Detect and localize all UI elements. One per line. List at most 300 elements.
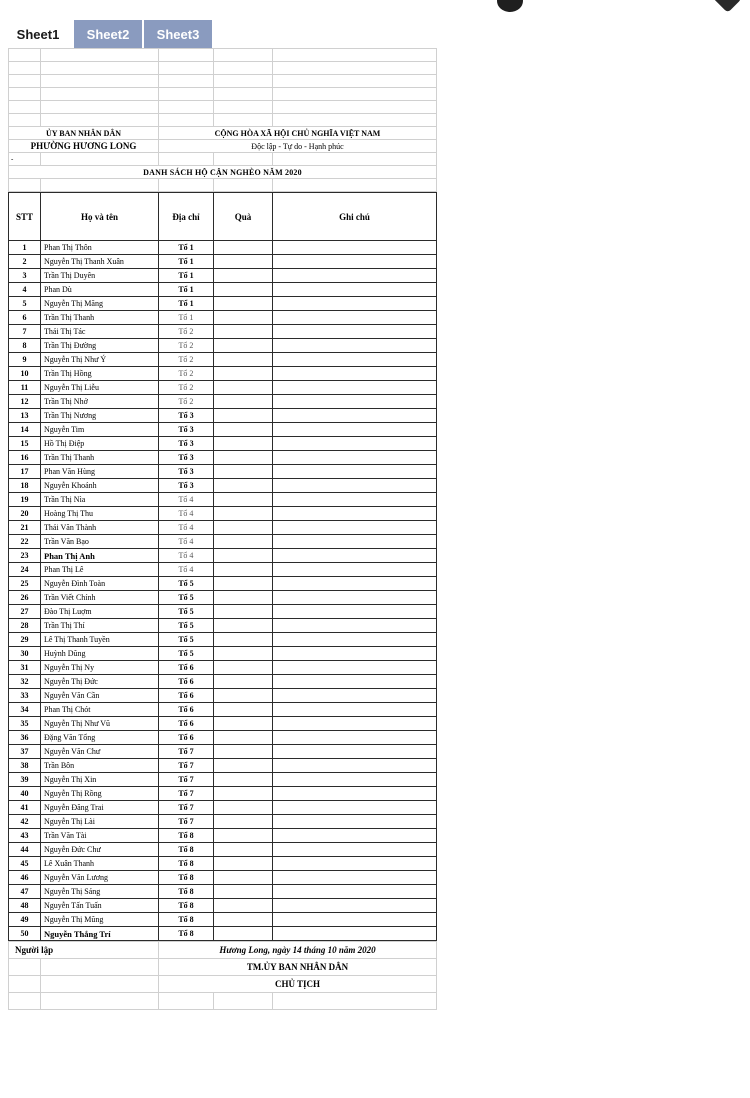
cell-stt[interactable]: 9 bbox=[9, 353, 41, 367]
cell-name[interactable]: Nguyễn Thị Măng bbox=[41, 297, 159, 311]
cell-address[interactable]: Tổ 4 bbox=[159, 521, 214, 535]
grid-row[interactable] bbox=[9, 101, 437, 114]
cell-address[interactable]: Tổ 2 bbox=[159, 353, 214, 367]
table-row[interactable] bbox=[9, 521, 437, 535]
cell-stt[interactable]: 14 bbox=[9, 423, 41, 437]
cell-stt[interactable]: 10 bbox=[9, 367, 41, 381]
cell-name[interactable]: Nguyễn Đức Chư bbox=[41, 843, 159, 857]
cell-gift[interactable] bbox=[214, 689, 273, 703]
cell-note[interactable] bbox=[273, 605, 437, 619]
cell-address[interactable]: Tổ 2 bbox=[159, 339, 214, 353]
table-row[interactable] bbox=[9, 381, 437, 395]
cell-stt[interactable]: 44 bbox=[9, 843, 41, 857]
table-row[interactable] bbox=[9, 647, 437, 661]
cell-name[interactable]: Huỳnh Dũng bbox=[41, 647, 159, 661]
grid-cell[interactable] bbox=[159, 49, 214, 62]
cell-note[interactable] bbox=[273, 675, 437, 689]
table-row[interactable] bbox=[9, 535, 437, 549]
cell-gift[interactable] bbox=[214, 577, 273, 591]
cell-note[interactable] bbox=[273, 297, 437, 311]
cell-name[interactable]: Đặng Văn Tổng bbox=[41, 731, 159, 745]
grid-cell[interactable] bbox=[41, 959, 159, 976]
sheet-tab-3[interactable] bbox=[144, 20, 212, 48]
cell-gift[interactable] bbox=[214, 311, 273, 325]
cell-note[interactable] bbox=[273, 409, 437, 423]
table-row[interactable] bbox=[9, 409, 437, 423]
table-row[interactable] bbox=[9, 311, 437, 325]
cell-note[interactable] bbox=[273, 899, 437, 913]
cell-gift[interactable] bbox=[214, 927, 273, 941]
cell-stt[interactable]: 22 bbox=[9, 535, 41, 549]
cell-gift[interactable] bbox=[214, 297, 273, 311]
cell-address[interactable]: Tổ 7 bbox=[159, 787, 214, 801]
footer-row-3[interactable] bbox=[9, 976, 437, 993]
cell-stt[interactable]: 15 bbox=[9, 437, 41, 451]
cell-gift[interactable] bbox=[214, 367, 273, 381]
cell-stt[interactable]: 11 bbox=[9, 381, 41, 395]
cell-note[interactable] bbox=[273, 283, 437, 297]
cell-stt[interactable]: 40 bbox=[9, 787, 41, 801]
cell-name[interactable]: Nguyễn Thị Như Vũ bbox=[41, 717, 159, 731]
cell-address[interactable]: Tổ 4 bbox=[159, 507, 214, 521]
cell-note[interactable] bbox=[273, 703, 437, 717]
grid-cell[interactable] bbox=[273, 114, 437, 127]
cell-address[interactable]: Tổ 8 bbox=[159, 829, 214, 843]
grid-cell[interactable] bbox=[9, 62, 41, 75]
cell-stt[interactable]: 1 bbox=[9, 241, 41, 255]
cell-name[interactable]: Phan Thị Anh bbox=[41, 549, 159, 563]
cell-gift[interactable] bbox=[214, 255, 273, 269]
cell-gift[interactable] bbox=[214, 241, 273, 255]
table-row[interactable] bbox=[9, 367, 437, 381]
sheet-tab-2[interactable] bbox=[74, 20, 142, 48]
table-row[interactable] bbox=[9, 815, 437, 829]
cell-gift[interactable] bbox=[214, 871, 273, 885]
cell-gift[interactable] bbox=[214, 451, 273, 465]
cell-gift[interactable] bbox=[214, 493, 273, 507]
table-row[interactable] bbox=[9, 619, 437, 633]
cell-stt[interactable]: 2 bbox=[9, 255, 41, 269]
cell-note[interactable] bbox=[273, 325, 437, 339]
grid-cell[interactable] bbox=[214, 101, 273, 114]
cell-gift[interactable] bbox=[214, 535, 273, 549]
grid-cell[interactable] bbox=[159, 114, 214, 127]
cell-address[interactable]: Tổ 5 bbox=[159, 591, 214, 605]
grid-cell[interactable] bbox=[41, 153, 159, 166]
cell-gift[interactable] bbox=[214, 437, 273, 451]
grid-cell[interactable] bbox=[273, 101, 437, 114]
cell-note[interactable] bbox=[273, 563, 437, 577]
cell-note[interactable] bbox=[273, 745, 437, 759]
grid-cell[interactable] bbox=[159, 993, 214, 1010]
cell-name[interactable]: Trần Thị Đường bbox=[41, 339, 159, 353]
cell-name[interactable]: Nguyễn Thị Sáng bbox=[41, 885, 159, 899]
table-row[interactable] bbox=[9, 591, 437, 605]
cell-gift[interactable] bbox=[214, 885, 273, 899]
cell-address[interactable]: Tổ 6 bbox=[159, 731, 214, 745]
grid-cell[interactable] bbox=[41, 114, 159, 127]
cell-address[interactable]: Tổ 1 bbox=[159, 297, 214, 311]
cell-stt[interactable]: 6 bbox=[9, 311, 41, 325]
cell-address[interactable]: Tổ 5 bbox=[159, 605, 214, 619]
table-row[interactable] bbox=[9, 605, 437, 619]
cell-name[interactable]: Lê Thị Thanh Tuyền bbox=[41, 633, 159, 647]
cell-stt[interactable]: 39 bbox=[9, 773, 41, 787]
cell-note[interactable] bbox=[273, 759, 437, 773]
cell-note[interactable] bbox=[273, 395, 437, 409]
cell-name[interactable]: Trần Thị Thí bbox=[41, 619, 159, 633]
cell-gift[interactable] bbox=[214, 857, 273, 871]
cell-name[interactable]: Phan Thị Lê bbox=[41, 563, 159, 577]
cell-gift[interactable] bbox=[214, 619, 273, 633]
cell-gift[interactable] bbox=[214, 843, 273, 857]
cell-name[interactable]: Nguyễn Thị Thanh Xuân bbox=[41, 255, 159, 269]
cell-name[interactable]: Thái Thị Tác bbox=[41, 325, 159, 339]
cell-note[interactable] bbox=[273, 353, 437, 367]
cell-stt[interactable]: 35 bbox=[9, 717, 41, 731]
sheet-tab-1[interactable] bbox=[4, 20, 72, 48]
cell-gift[interactable] bbox=[214, 647, 273, 661]
grid-cell[interactable] bbox=[41, 75, 159, 88]
cell-stt[interactable]: 20 bbox=[9, 507, 41, 521]
cell-stt[interactable]: 49 bbox=[9, 913, 41, 927]
footer-row-4[interactable] bbox=[9, 993, 437, 1010]
cell-address[interactable]: Tổ 7 bbox=[159, 745, 214, 759]
cell-address[interactable]: Tổ 7 bbox=[159, 801, 214, 815]
cell-stt[interactable]: 18 bbox=[9, 479, 41, 493]
cell-address[interactable]: Tổ 8 bbox=[159, 885, 214, 899]
cell-gift[interactable] bbox=[214, 913, 273, 927]
table-row[interactable] bbox=[9, 773, 437, 787]
cell-address[interactable]: Tổ 4 bbox=[159, 535, 214, 549]
cell-gift[interactable] bbox=[214, 423, 273, 437]
cell-note[interactable] bbox=[273, 633, 437, 647]
cell-stt[interactable]: 46 bbox=[9, 871, 41, 885]
cell-stt[interactable]: 32 bbox=[9, 675, 41, 689]
cell-stt[interactable]: 42 bbox=[9, 815, 41, 829]
cell-name[interactable]: Trần Thị Thanh bbox=[41, 311, 159, 325]
grid-cell[interactable] bbox=[9, 88, 41, 101]
cell-address[interactable]: Tổ 1 bbox=[159, 283, 214, 297]
cell-gift[interactable] bbox=[214, 563, 273, 577]
grid-cell[interactable] bbox=[214, 49, 273, 62]
cell-note[interactable] bbox=[273, 717, 437, 731]
cell-stt[interactable]: 48 bbox=[9, 899, 41, 913]
grid-cell[interactable] bbox=[159, 153, 214, 166]
grid-cell[interactable] bbox=[214, 75, 273, 88]
cell-note[interactable] bbox=[273, 465, 437, 479]
cell-gift[interactable] bbox=[214, 409, 273, 423]
cell-note[interactable] bbox=[273, 591, 437, 605]
grid-cell[interactable] bbox=[159, 62, 214, 75]
cell-name[interactable]: Nguyễn Thị Như Ý bbox=[41, 353, 159, 367]
cell-address[interactable]: Tổ 7 bbox=[159, 773, 214, 787]
grid-cell[interactable] bbox=[273, 75, 437, 88]
cell-name[interactable]: Nguyễn Thị Mũng bbox=[41, 913, 159, 927]
cell-gift[interactable] bbox=[214, 717, 273, 731]
grid-cell[interactable] bbox=[214, 114, 273, 127]
cell-note[interactable] bbox=[273, 843, 437, 857]
cell-stt[interactable]: 29 bbox=[9, 633, 41, 647]
cell-name[interactable]: Phan Thị Chót bbox=[41, 703, 159, 717]
cell-note[interactable] bbox=[273, 549, 437, 563]
cell-note[interactable] bbox=[273, 521, 437, 535]
grid-cell[interactable] bbox=[9, 959, 41, 976]
grid-row[interactable] bbox=[9, 179, 437, 192]
grid-cell[interactable] bbox=[9, 49, 41, 62]
cell-name[interactable]: Phan Thị Thôn bbox=[41, 241, 159, 255]
cell-name[interactable]: Nguyễn Thị Lài bbox=[41, 815, 159, 829]
grid-cell[interactable] bbox=[214, 153, 273, 166]
cell-name[interactable]: Trần Thị Nhở bbox=[41, 395, 159, 409]
cell-note[interactable] bbox=[273, 801, 437, 815]
cell-name[interactable]: Nguyễn Thị Ny bbox=[41, 661, 159, 675]
cell-address[interactable]: Tổ 3 bbox=[159, 465, 214, 479]
cell-gift[interactable] bbox=[214, 731, 273, 745]
cell-note[interactable] bbox=[273, 689, 437, 703]
grid-cell[interactable] bbox=[273, 62, 437, 75]
grid-cell[interactable] bbox=[9, 75, 41, 88]
grid-cell[interactable] bbox=[273, 49, 437, 62]
cell-stt[interactable]: 30 bbox=[9, 647, 41, 661]
cell-address[interactable]: Tổ 5 bbox=[159, 633, 214, 647]
cell-note[interactable] bbox=[273, 787, 437, 801]
cell-note[interactable] bbox=[273, 311, 437, 325]
cell-gift[interactable] bbox=[214, 773, 273, 787]
cell-name[interactable]: Trần Thị Nương bbox=[41, 409, 159, 423]
cell-name[interactable]: Trần Thị Duyên bbox=[41, 269, 159, 283]
table-row[interactable] bbox=[9, 549, 437, 563]
table-row[interactable] bbox=[9, 829, 437, 843]
cell-stt[interactable]: 37 bbox=[9, 745, 41, 759]
table-row[interactable] bbox=[9, 661, 437, 675]
cell-name[interactable]: Thái Văn Thành bbox=[41, 521, 159, 535]
grid-cell[interactable] bbox=[9, 976, 41, 993]
cell-name[interactable]: Trần Thị Hồng bbox=[41, 367, 159, 381]
table-row[interactable] bbox=[9, 633, 437, 647]
cell-stt[interactable]: 16 bbox=[9, 451, 41, 465]
cell-address[interactable]: Tổ 1 bbox=[159, 269, 214, 283]
table-row[interactable] bbox=[9, 689, 437, 703]
cell-gift[interactable] bbox=[214, 633, 273, 647]
grid-cell[interactable] bbox=[9, 114, 41, 127]
cell-note[interactable] bbox=[273, 339, 437, 353]
cell-gift[interactable] bbox=[214, 759, 273, 773]
table-row[interactable] bbox=[9, 927, 437, 941]
cell-address[interactable]: Tổ 8 bbox=[159, 871, 214, 885]
cell-stt[interactable]: 31 bbox=[9, 661, 41, 675]
cell-note[interactable] bbox=[273, 479, 437, 493]
cell-note[interactable] bbox=[273, 857, 437, 871]
table-row[interactable] bbox=[9, 339, 437, 353]
table-row[interactable] bbox=[9, 493, 437, 507]
table-row[interactable] bbox=[9, 801, 437, 815]
cell-name[interactable]: Lê Xuân Thanh bbox=[41, 857, 159, 871]
cell-address[interactable]: Tổ 5 bbox=[159, 619, 214, 633]
cell-name[interactable]: Trần Bôn bbox=[41, 759, 159, 773]
grid-cell[interactable] bbox=[41, 976, 159, 993]
grid-cell[interactable] bbox=[41, 101, 159, 114]
table-row[interactable] bbox=[9, 395, 437, 409]
cell-stt[interactable]: 26 bbox=[9, 591, 41, 605]
cell-stt[interactable]: 7 bbox=[9, 325, 41, 339]
cell-address[interactable]: Tổ 1 bbox=[159, 255, 214, 269]
cell-name[interactable]: Nguyễn Thị Liễu bbox=[41, 381, 159, 395]
table-row[interactable] bbox=[9, 717, 437, 731]
cell-name[interactable]: Trần Thị Nìa bbox=[41, 493, 159, 507]
cell-address[interactable]: Tổ 3 bbox=[159, 479, 214, 493]
cell-gift[interactable] bbox=[214, 703, 273, 717]
cell-name[interactable]: Phan Văn Hùng bbox=[41, 465, 159, 479]
cell-note[interactable] bbox=[273, 913, 437, 927]
cell-address[interactable]: Tổ 4 bbox=[159, 563, 214, 577]
grid-cell[interactable] bbox=[214, 88, 273, 101]
cell-address[interactable]: Tổ 8 bbox=[159, 913, 214, 927]
cell-address[interactable]: Tổ 5 bbox=[159, 577, 214, 591]
cell-name[interactable]: Nguyễn Tấn Tuấn bbox=[41, 899, 159, 913]
cell-stt[interactable]: 34 bbox=[9, 703, 41, 717]
grid-cell[interactable] bbox=[159, 75, 214, 88]
cell-gift[interactable] bbox=[214, 507, 273, 521]
table-row[interactable] bbox=[9, 437, 437, 451]
table-row[interactable] bbox=[9, 241, 437, 255]
cell-address[interactable]: Tổ 8 bbox=[159, 899, 214, 913]
cell-address[interactable]: Tổ 1 bbox=[159, 311, 214, 325]
cell-note[interactable] bbox=[273, 731, 437, 745]
cell-note[interactable] bbox=[273, 423, 437, 437]
grid-cell[interactable] bbox=[214, 179, 273, 192]
grid-cell[interactable] bbox=[273, 179, 437, 192]
cell-address[interactable]: Tổ 6 bbox=[159, 661, 214, 675]
table-row[interactable] bbox=[9, 759, 437, 773]
grid-row[interactable] bbox=[9, 62, 437, 75]
cell-stt[interactable]: 4 bbox=[9, 283, 41, 297]
cell-address[interactable]: Tổ 8 bbox=[159, 927, 214, 941]
table-row[interactable] bbox=[9, 325, 437, 339]
table-row[interactable] bbox=[9, 787, 437, 801]
table-row[interactable] bbox=[9, 451, 437, 465]
cell-note[interactable] bbox=[273, 829, 437, 843]
cell-name[interactable]: Nguyễn Đình Toàn bbox=[41, 577, 159, 591]
cell-address[interactable]: Tổ 8 bbox=[159, 843, 214, 857]
table-row[interactable] bbox=[9, 479, 437, 493]
grid-cell[interactable] bbox=[41, 88, 159, 101]
table-row[interactable] bbox=[9, 885, 437, 899]
cell-stt[interactable]: 12 bbox=[9, 395, 41, 409]
cell-name[interactable]: Nguyễn Văn Lương bbox=[41, 871, 159, 885]
cell-name[interactable]: Nguyễn Thị Xin bbox=[41, 773, 159, 787]
cell-name[interactable]: Hoàng Thị Thu bbox=[41, 507, 159, 521]
cell-address[interactable]: Tổ 2 bbox=[159, 395, 214, 409]
cell-gift[interactable] bbox=[214, 661, 273, 675]
cell-note[interactable] bbox=[273, 815, 437, 829]
cell-name[interactable]: Nguyễn Văn Cần bbox=[41, 689, 159, 703]
cell-stt[interactable]: 45 bbox=[9, 857, 41, 871]
grid-cell[interactable] bbox=[9, 993, 41, 1010]
table-row[interactable] bbox=[9, 857, 437, 871]
grid-cell[interactable] bbox=[273, 993, 437, 1010]
cell-name[interactable]: Nguyễn Văn Chư bbox=[41, 745, 159, 759]
cell-note[interactable] bbox=[273, 451, 437, 465]
cell-note[interactable] bbox=[273, 507, 437, 521]
cell-stt[interactable]: 25 bbox=[9, 577, 41, 591]
cell-address[interactable]: Tổ 7 bbox=[159, 815, 214, 829]
cell-gift[interactable] bbox=[214, 787, 273, 801]
cell-stt[interactable]: 17 bbox=[9, 465, 41, 479]
cell-gift[interactable] bbox=[214, 801, 273, 815]
grid-cell[interactable] bbox=[159, 179, 214, 192]
grid-cell[interactable] bbox=[41, 62, 159, 75]
table-row[interactable] bbox=[9, 745, 437, 759]
grid-cell[interactable] bbox=[214, 993, 273, 1010]
letterhead-row-2[interactable] bbox=[9, 140, 437, 153]
cell-gift[interactable] bbox=[214, 899, 273, 913]
cell-note[interactable] bbox=[273, 927, 437, 941]
cell-stt[interactable]: 23 bbox=[9, 549, 41, 563]
cell-gift[interactable] bbox=[214, 269, 273, 283]
table-row[interactable] bbox=[9, 577, 437, 591]
grid-cell[interactable] bbox=[273, 153, 437, 166]
grid-cell[interactable] bbox=[41, 49, 159, 62]
cell-note[interactable] bbox=[273, 381, 437, 395]
grid-cell[interactable] bbox=[9, 179, 41, 192]
cell-stt[interactable]: 47 bbox=[9, 885, 41, 899]
table-row[interactable] bbox=[9, 465, 437, 479]
table-row[interactable] bbox=[9, 913, 437, 927]
grid-row[interactable] bbox=[9, 88, 437, 101]
cell-note[interactable] bbox=[273, 773, 437, 787]
cell-stt[interactable]: 27 bbox=[9, 605, 41, 619]
cell-name[interactable]: Phan Dù bbox=[41, 283, 159, 297]
grid-cell[interactable] bbox=[214, 62, 273, 75]
cell-name[interactable]: Nguyễn Thị Rồng bbox=[41, 787, 159, 801]
table-row[interactable] bbox=[9, 353, 437, 367]
cell-gift[interactable] bbox=[214, 395, 273, 409]
cell-gift[interactable] bbox=[214, 675, 273, 689]
cell-note[interactable] bbox=[273, 493, 437, 507]
cell-gift[interactable] bbox=[214, 325, 273, 339]
cell-name[interactable]: Đào Thị Luợm bbox=[41, 605, 159, 619]
cell-stt[interactable]: 43 bbox=[9, 829, 41, 843]
cell-gift[interactable] bbox=[214, 605, 273, 619]
cell-address[interactable]: Tổ 8 bbox=[159, 857, 214, 871]
cell-gift[interactable] bbox=[214, 353, 273, 367]
cell-stt[interactable]: 28 bbox=[9, 619, 41, 633]
cell-gift[interactable] bbox=[214, 283, 273, 297]
cell-note[interactable] bbox=[273, 661, 437, 675]
table-row[interactable] bbox=[9, 283, 437, 297]
cell-gift[interactable] bbox=[214, 745, 273, 759]
cell-stt[interactable]: 41 bbox=[9, 801, 41, 815]
grid-row[interactable] bbox=[9, 49, 437, 62]
table-row[interactable] bbox=[9, 703, 437, 717]
grid-cell[interactable] bbox=[41, 993, 159, 1010]
cell-address[interactable]: Tổ 6 bbox=[159, 675, 214, 689]
document-title-row[interactable] bbox=[9, 166, 437, 179]
cell-name[interactable]: Hồ Thị Điệp bbox=[41, 437, 159, 451]
cell-stt[interactable]: 24 bbox=[9, 563, 41, 577]
cell-address[interactable]: Tổ 6 bbox=[159, 689, 214, 703]
cell-stt[interactable]: 5 bbox=[9, 297, 41, 311]
grid-cell[interactable] bbox=[9, 101, 41, 114]
cell-address[interactable]: Tổ 5 bbox=[159, 647, 214, 661]
cell-name[interactable]: Nguyễn Tim bbox=[41, 423, 159, 437]
table-row[interactable] bbox=[9, 731, 437, 745]
cell-address[interactable]: Tổ 4 bbox=[159, 549, 214, 563]
cell-name[interactable]: Trần Viết Chính bbox=[41, 591, 159, 605]
table-row[interactable] bbox=[9, 269, 437, 283]
cell-address[interactable]: Tổ 3 bbox=[159, 451, 214, 465]
